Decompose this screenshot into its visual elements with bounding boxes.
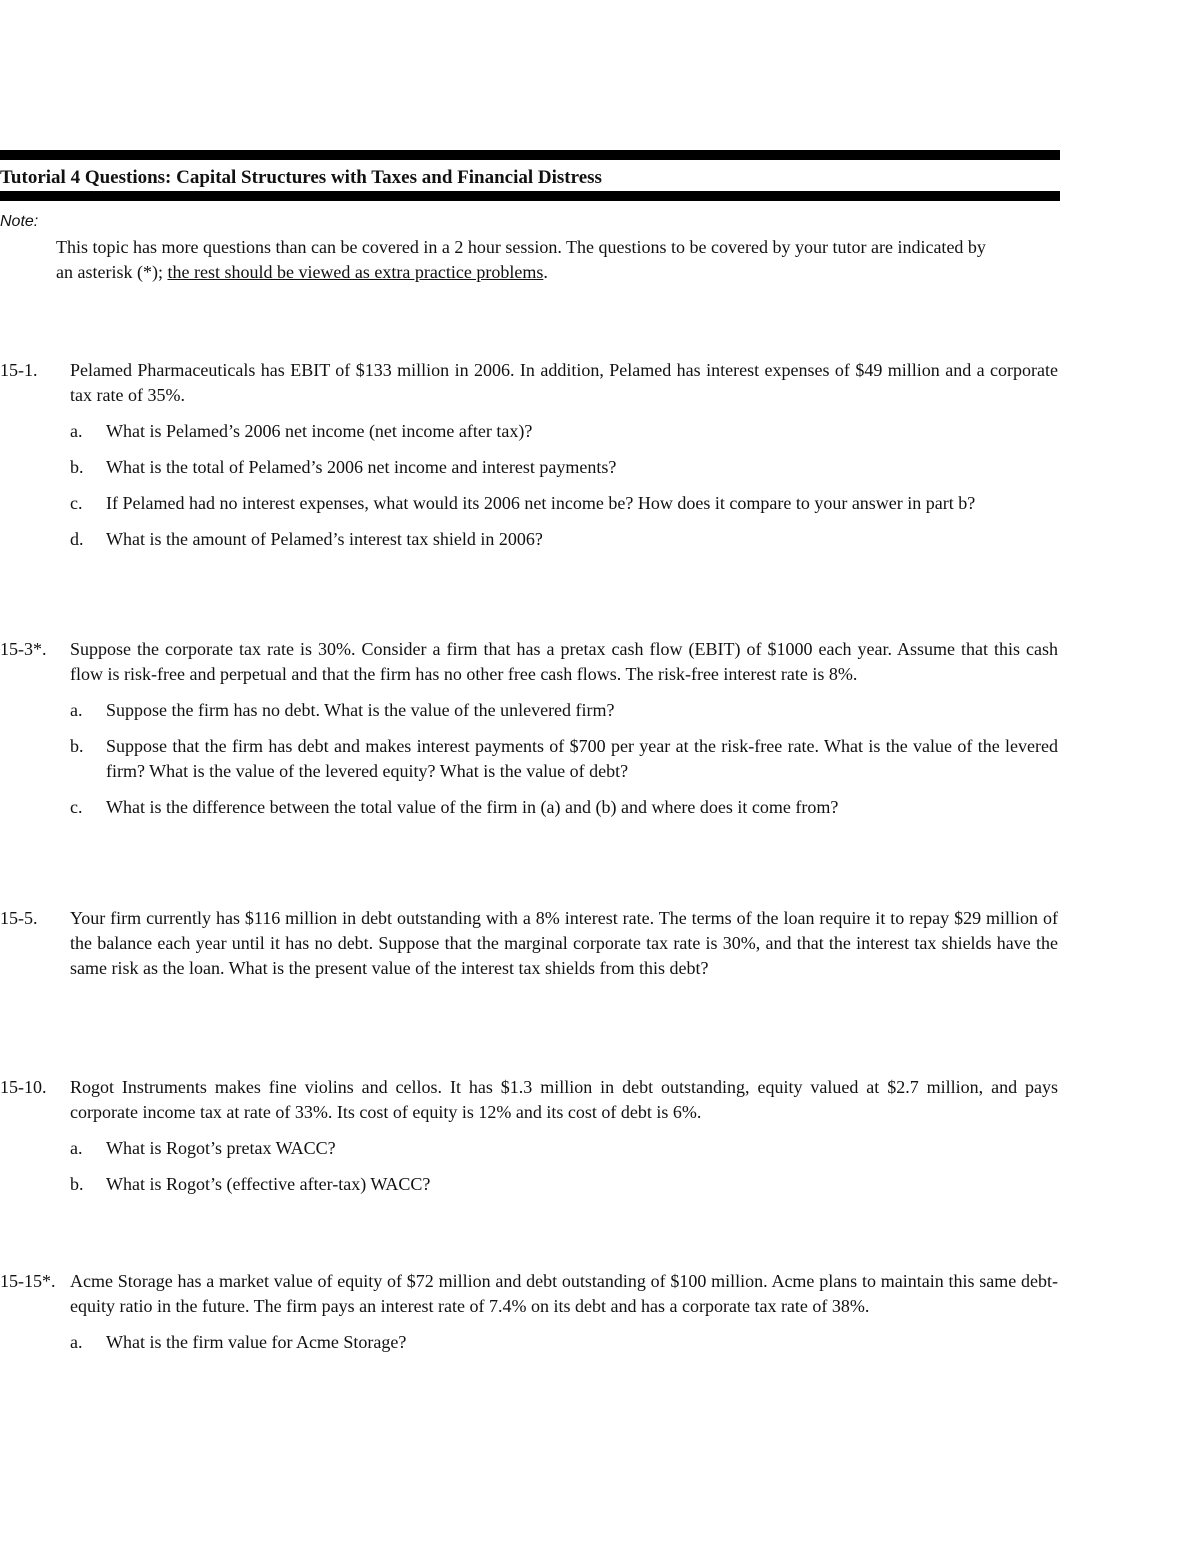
part-text: What is Rogot’s pretax WACC?: [106, 1138, 336, 1158]
title-bottom-rule: [0, 191, 1060, 201]
question-number: 15-1.: [0, 360, 38, 380]
question-number: 15-15*.: [0, 1271, 56, 1291]
part-text: What is the amount of Pelamed’s interest tax shield in 2006?: [106, 529, 543, 549]
question-15-3: [0, 637, 1058, 831]
question-parts: [0, 1136, 1058, 1197]
question-part: [70, 734, 1058, 784]
part-text: What is the difference between the total value of the firm in (a) and (b) and where does it come from?: [106, 797, 839, 817]
question-15-10: [0, 1075, 1058, 1208]
note-text: [56, 235, 996, 285]
part-text: Suppose that the firm has debt and makes interest payments of $700 per year at the risk-free rate. What is the value of the levered firm? What is the value of the levered equity? What is the value of debt?: [106, 736, 1058, 781]
question-part: [70, 698, 1058, 723]
question-part: [70, 1330, 1058, 1355]
page-title: Tutorial 4 Questions: Capital Structures with Taxes and Financial Distress: [0, 167, 602, 188]
question-part: [70, 1172, 1058, 1197]
part-letter: b.: [70, 457, 84, 477]
question-part: [70, 455, 1058, 480]
question-parts: [0, 419, 1058, 552]
part-letter: a.: [70, 1138, 83, 1158]
part-letter: b.: [70, 736, 84, 756]
note-text-trailing: .: [543, 262, 548, 282]
part-letter: c.: [70, 493, 83, 513]
question-text: Your firm currently has $116 million in debt outstanding with a 8% interest rate. The terms of the loan require it to repay $29 million of the balance each year until it has no debt. Suppose that the marginal corporate tax rate is 30%, and that the interest tax shields have the same risk as the loan. What is the present value of the interest tax shields from this debt?: [70, 908, 1058, 978]
question-15-15: [0, 1269, 1058, 1366]
part-text: Suppose the firm has no debt. What is the value of the unlevered firm?: [106, 700, 615, 720]
note-label: Note:: [0, 213, 39, 230]
question-part: [70, 795, 1058, 820]
question-parts: [0, 698, 1058, 820]
question-parts: [0, 1330, 1058, 1355]
part-letter: a.: [70, 1332, 83, 1352]
question-number: 15-10.: [0, 1077, 47, 1097]
question-part: [70, 1136, 1058, 1161]
note-text-underlined: the rest should be viewed as extra practice problems: [167, 262, 544, 282]
question-number: 15-3*.: [0, 639, 47, 659]
question-text: Acme Storage has a market value of equity of $72 million and debt outstanding of $100 million. Acme plans to maintain this same debt-equity ratio in the future. The firm pays an interest rate of 7.4% on its debt and has a corporate tax rate of 38%.: [70, 1271, 1058, 1316]
part-letter: a.: [70, 421, 83, 441]
question-15-1: [0, 358, 1058, 563]
part-letter: a.: [70, 700, 83, 720]
question-text: Suppose the corporate tax rate is 30%. Consider a firm that has a pretax cash flow (EBIT) of $1000 each year. Assume that this cash flow is risk-free and perpetual and that the firm has no other free cash flows. The risk-free interest rate is 8%.: [70, 639, 1058, 684]
part-text: What is the total of Pelamed’s 2006 net income and interest payments?: [106, 457, 617, 477]
part-text: If Pelamed had no interest expenses, what would its 2006 net income be? How does it compare to your answer in part b?: [106, 493, 976, 513]
part-letter: c.: [70, 797, 83, 817]
part-text: What is Rogot’s (effective after-tax) WACC?: [106, 1174, 431, 1194]
part-text: What is the firm value for Acme Storage?: [106, 1332, 407, 1352]
question-number: 15-5.: [0, 908, 38, 928]
question-text: Rogot Instruments makes fine violins and cellos. It has $1.3 million in debt outstanding, equity valued at $2.7 million, and pays corporate income tax at rate of 33%. Its cost of equity is 12% and its cost of debt is 6%.: [70, 1077, 1058, 1122]
part-letter: d.: [70, 529, 84, 549]
note-text-main: This topic has more questions than can be covered in a 2 hour session. The questions to be covered by your tutor are indicated by an asterisk (*);: [56, 237, 986, 282]
question-part: [70, 419, 1058, 444]
question-15-5: [0, 906, 1058, 981]
question-part: [70, 491, 1058, 516]
question-part: [70, 527, 1058, 552]
part-letter: b.: [70, 1174, 84, 1194]
title-top-rule: [0, 150, 1060, 160]
part-text: What is Pelamed’s 2006 net income (net income after tax)?: [106, 421, 533, 441]
question-text: Pelamed Pharmaceuticals has EBIT of $133 million in 2006. In addition, Pelamed has interest expenses of $49 million and a corporate tax rate of 35%.: [70, 360, 1058, 405]
